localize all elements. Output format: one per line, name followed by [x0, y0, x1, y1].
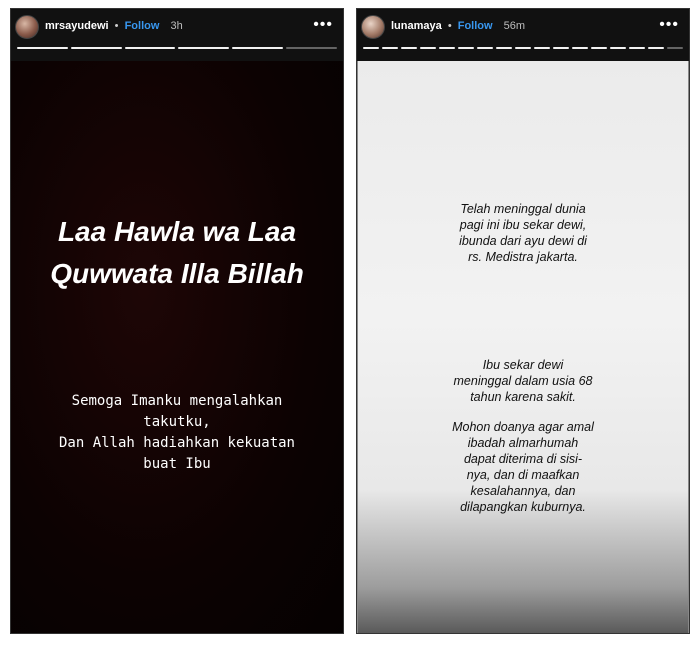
follow-button[interactable]: Follow [457, 20, 493, 32]
progress-segment [515, 47, 531, 49]
story-message [11, 391, 343, 475]
story-content[interactable] [357, 61, 689, 633]
progress-segment [610, 47, 626, 49]
progress-segment [648, 47, 664, 49]
progress-segment [232, 47, 283, 49]
story-timestamp: 56m [503, 20, 526, 32]
story-meta [391, 20, 525, 32]
progress-segment [382, 47, 398, 49]
story-header [11, 9, 343, 61]
username[interactable]: mrsayudewi [45, 20, 109, 32]
progress-segment [534, 47, 550, 49]
story-content[interactable] [11, 61, 343, 633]
text-line: Telah meninggal dunia [460, 202, 586, 216]
progress-segment [178, 47, 229, 49]
more-horizontal-icon[interactable]: ••• [659, 16, 679, 33]
progress-segment [667, 47, 683, 49]
story-title [11, 211, 343, 295]
progress-segment [17, 47, 68, 49]
text-line: dapat diterima di sisi- [463, 452, 583, 466]
message-line: Semoga Imanku mengalahkan [71, 393, 283, 409]
progress-segment [458, 47, 474, 49]
progress-segment [125, 47, 176, 49]
text-line: dilapangkan kuburnya. [460, 500, 586, 514]
progress-segment [286, 47, 337, 49]
story-timestamp: 3h [170, 20, 183, 32]
progress-segment [477, 47, 493, 49]
more-horizontal-icon[interactable]: ••• [313, 16, 333, 33]
progress-segment [71, 47, 122, 49]
story-progress-bar [363, 47, 683, 51]
separator-dot: • [447, 20, 452, 32]
avatar[interactable] [15, 15, 39, 39]
follow-button[interactable]: Follow [124, 20, 160, 32]
message-line: takutku, [143, 414, 211, 430]
title-line: Quwwata Illa Billah [50, 258, 304, 289]
progress-segment [553, 47, 569, 49]
story-card-lunamaya[interactable] [356, 8, 690, 634]
progress-segment [629, 47, 645, 49]
progress-segment [496, 47, 512, 49]
title-line: Laa Hawla wa Laa [57, 216, 297, 247]
progress-segment [401, 47, 417, 49]
username[interactable]: lunamaya [391, 20, 442, 32]
progress-segment [363, 47, 379, 49]
progress-segment [420, 47, 436, 49]
text-line: Mohon doanya agar amal [452, 420, 594, 434]
message-line: Dan Allah hadiahkan kekuatan [58, 435, 295, 451]
text-line: meninggal dalam usia 68 [453, 374, 593, 388]
progress-segment [591, 47, 607, 49]
story-progress-bar [17, 47, 337, 51]
announcement-text [358, 201, 688, 265]
story-header [357, 9, 689, 61]
text-line: tahun karena sakit. [470, 390, 576, 404]
text-line: ibadah almarhumah [467, 436, 579, 450]
message-line: buat Ibu [143, 456, 211, 472]
separator-dot: • [114, 20, 119, 32]
avatar[interactable] [361, 15, 385, 39]
progress-segment [439, 47, 455, 49]
text-line: nya, dan di maafkan [466, 468, 580, 482]
story-meta [45, 20, 183, 32]
progress-segment [572, 47, 588, 49]
text-line: rs. Medistra jakarta. [468, 250, 578, 264]
text-line: pagi ini ibu sekar dewi, [459, 218, 587, 232]
text-line: Ibu sekar dewi [482, 358, 564, 372]
story-card-mrsayudewi[interactable] [10, 8, 344, 634]
text-line: kesalahannya, dan [470, 484, 576, 498]
prayer-request-text [358, 419, 688, 515]
text-line: ibunda dari ayu dewi di [459, 234, 587, 248]
age-text [358, 357, 688, 405]
